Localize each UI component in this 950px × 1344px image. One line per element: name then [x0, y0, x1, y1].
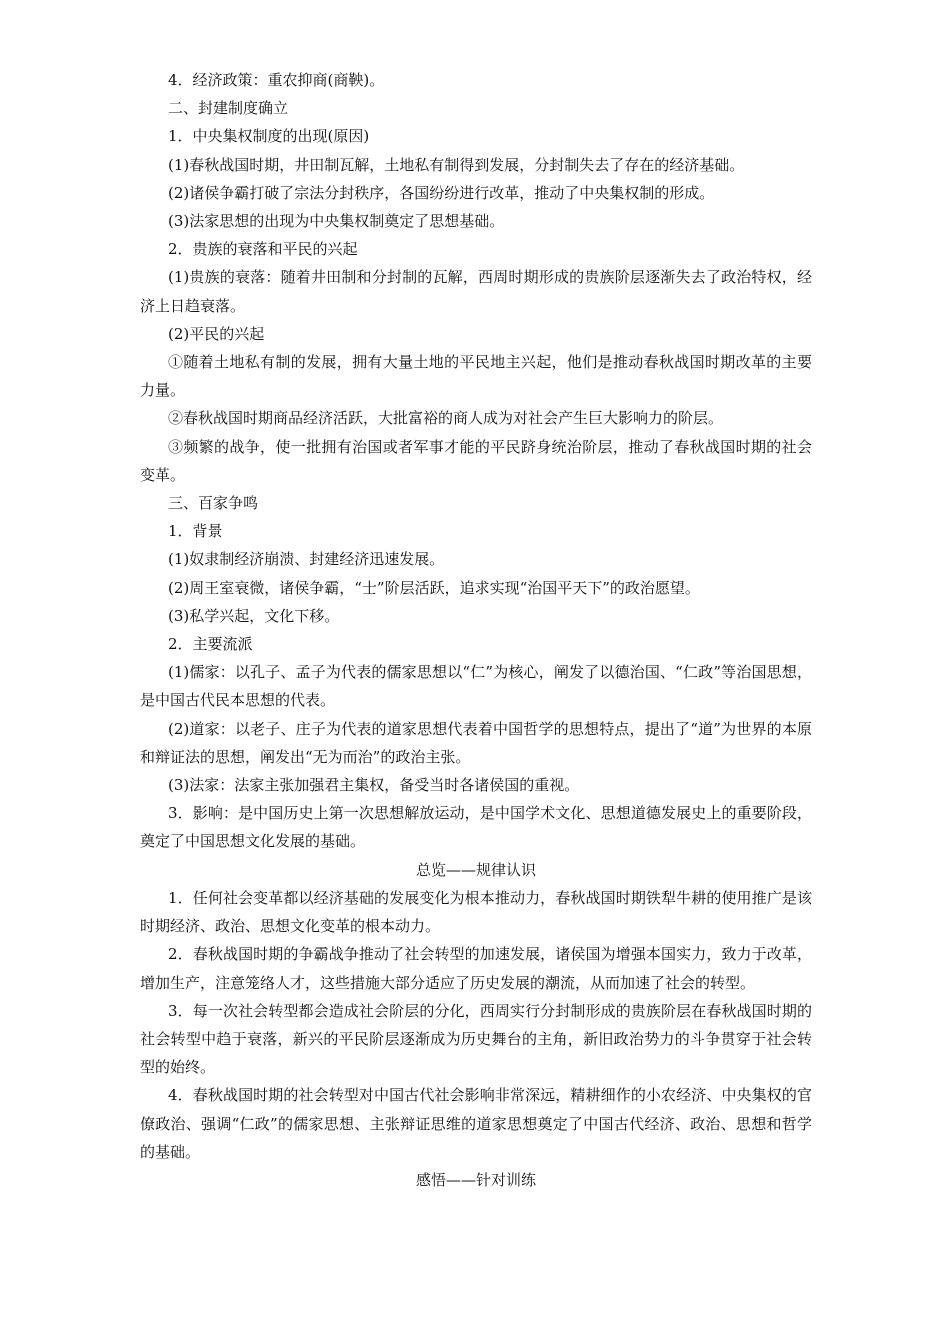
paragraph: 3．影响：是中国历史上第一次思想解放运动，是中国学术文化、思想道德发展史上的重要阶段，奠定了中国思想文化发展的基础。 — [140, 804, 812, 851]
paragraph: (3)法家思想的出现为中央集权制奠定了思想基础。 — [168, 212, 505, 231]
paragraph: (3)法家：法家主张加强君主集权，备受当时各诸侯国的重视。 — [168, 776, 580, 795]
paragraph: (1)贵族的衰落：随着井田制和分封制的瓦解，西周时期形成的贵族阶层逐渐失去了政治特权，经济上日趋衰落。 — [140, 268, 812, 315]
paragraph: 4．春秋战国时期的社会转型对中国古代社会影响非常深远，精耕细作的小农经济、中央集权的官僚政治、强调“仁政”的儒家思想、主张辩证思维的道家思想奠定了中国古代经济、政治、思想和哲学的基础。 — [140, 1086, 812, 1161]
paragraph: (1)奴隶制经济崩溃、封建经济迅速发展。 — [168, 550, 445, 569]
paragraph: ③频繁的战争，使一批拥有治国或者军事才能的平民跻身统治阶层，推动了春秋战国时期的社会变革。 — [140, 437, 812, 484]
paragraph: 3．每一次社会转型都会造成社会阶层的分化，西周实行分封制形成的贵族阶层在春秋战国时期的社会转型中趋于衰落，新兴的平民阶层逐渐成为历史舞台的主角，新旧政治势力的斗争贯穿于社会转型的始终。 — [140, 1001, 812, 1077]
paragraph: (1)春秋战国时期，井田制瓦解，土地私有制得到发展，分封制失去了存在的经济基础。 — [168, 155, 745, 174]
paragraph: ②春秋战国时期商品经济活跃，大批富裕的商人成为对社会产生巨大影响力的阶层。 — [168, 409, 724, 428]
paragraph: (2)诸侯争霸打破了宗法分封秩序，各国纷纷进行改革，推动了中央集权制的形成。 — [168, 183, 715, 202]
paragraph: (3)私学兴起，文化下移。 — [168, 606, 340, 625]
paragraph: (1)儒家：以孔子、孟子为代表的儒家思想以“仁”为核心，阐发了以德治国、“仁政”等治国思想，是中国古代民本思想的代表。 — [140, 663, 812, 710]
paragraph: (2)道家：以老子、庄子为代表的道家思想代表着中国哲学的思想特点，提出了“道”为世界的本原和辩证法的思想，阐发出“无为而治”的政治主张。 — [140, 719, 812, 766]
section-heading: 二、封建制度确立 — [168, 99, 289, 118]
section-title: 总览——规律认识 — [415, 860, 536, 879]
section-title: 感悟——针对训练 — [415, 1170, 536, 1189]
paragraph: ①随着土地私有制的发展，拥有大量土地的平民地主兴起，他们是推动春秋战国时期改革的主要力量。 — [140, 353, 812, 400]
subheading: 2．贵族的衰落和平民的兴起 — [168, 240, 358, 259]
paragraph: 4．经济政策：重农抑商(商鞅)。 — [168, 71, 385, 89]
subheading: 1．中央集权制度的出现(原因) — [168, 127, 370, 146]
paragraph: 2．春秋战国时期的争霸战争推动了社会转型的加速发展，诸侯国为增强本国实力，致力于改革，增加生产，注意笼络人才，这些措施大部分适应了历史发展的潮流，从而加速了社会的转型。 — [140, 945, 812, 992]
paragraph: 1．任何社会变革都以经济基础的发展变化为根本推动力，春秋战国时期铁犁牛耕的使用推广是该时期经济、政治、思想文化变革的根本动力。 — [140, 888, 812, 936]
subheading: 2．主要流派 — [168, 635, 253, 654]
subheading: 1．背景 — [168, 522, 223, 541]
document-page — [140, 66, 812, 1194]
paragraph: (2)平民的兴起 — [168, 324, 265, 343]
section-heading: 三、百家争鸣 — [168, 494, 259, 513]
paragraph: (2)周王室衰微，诸侯争霸，“士”阶层活跃，追求实现“治国平天下”的政治愿望。 — [168, 578, 700, 597]
